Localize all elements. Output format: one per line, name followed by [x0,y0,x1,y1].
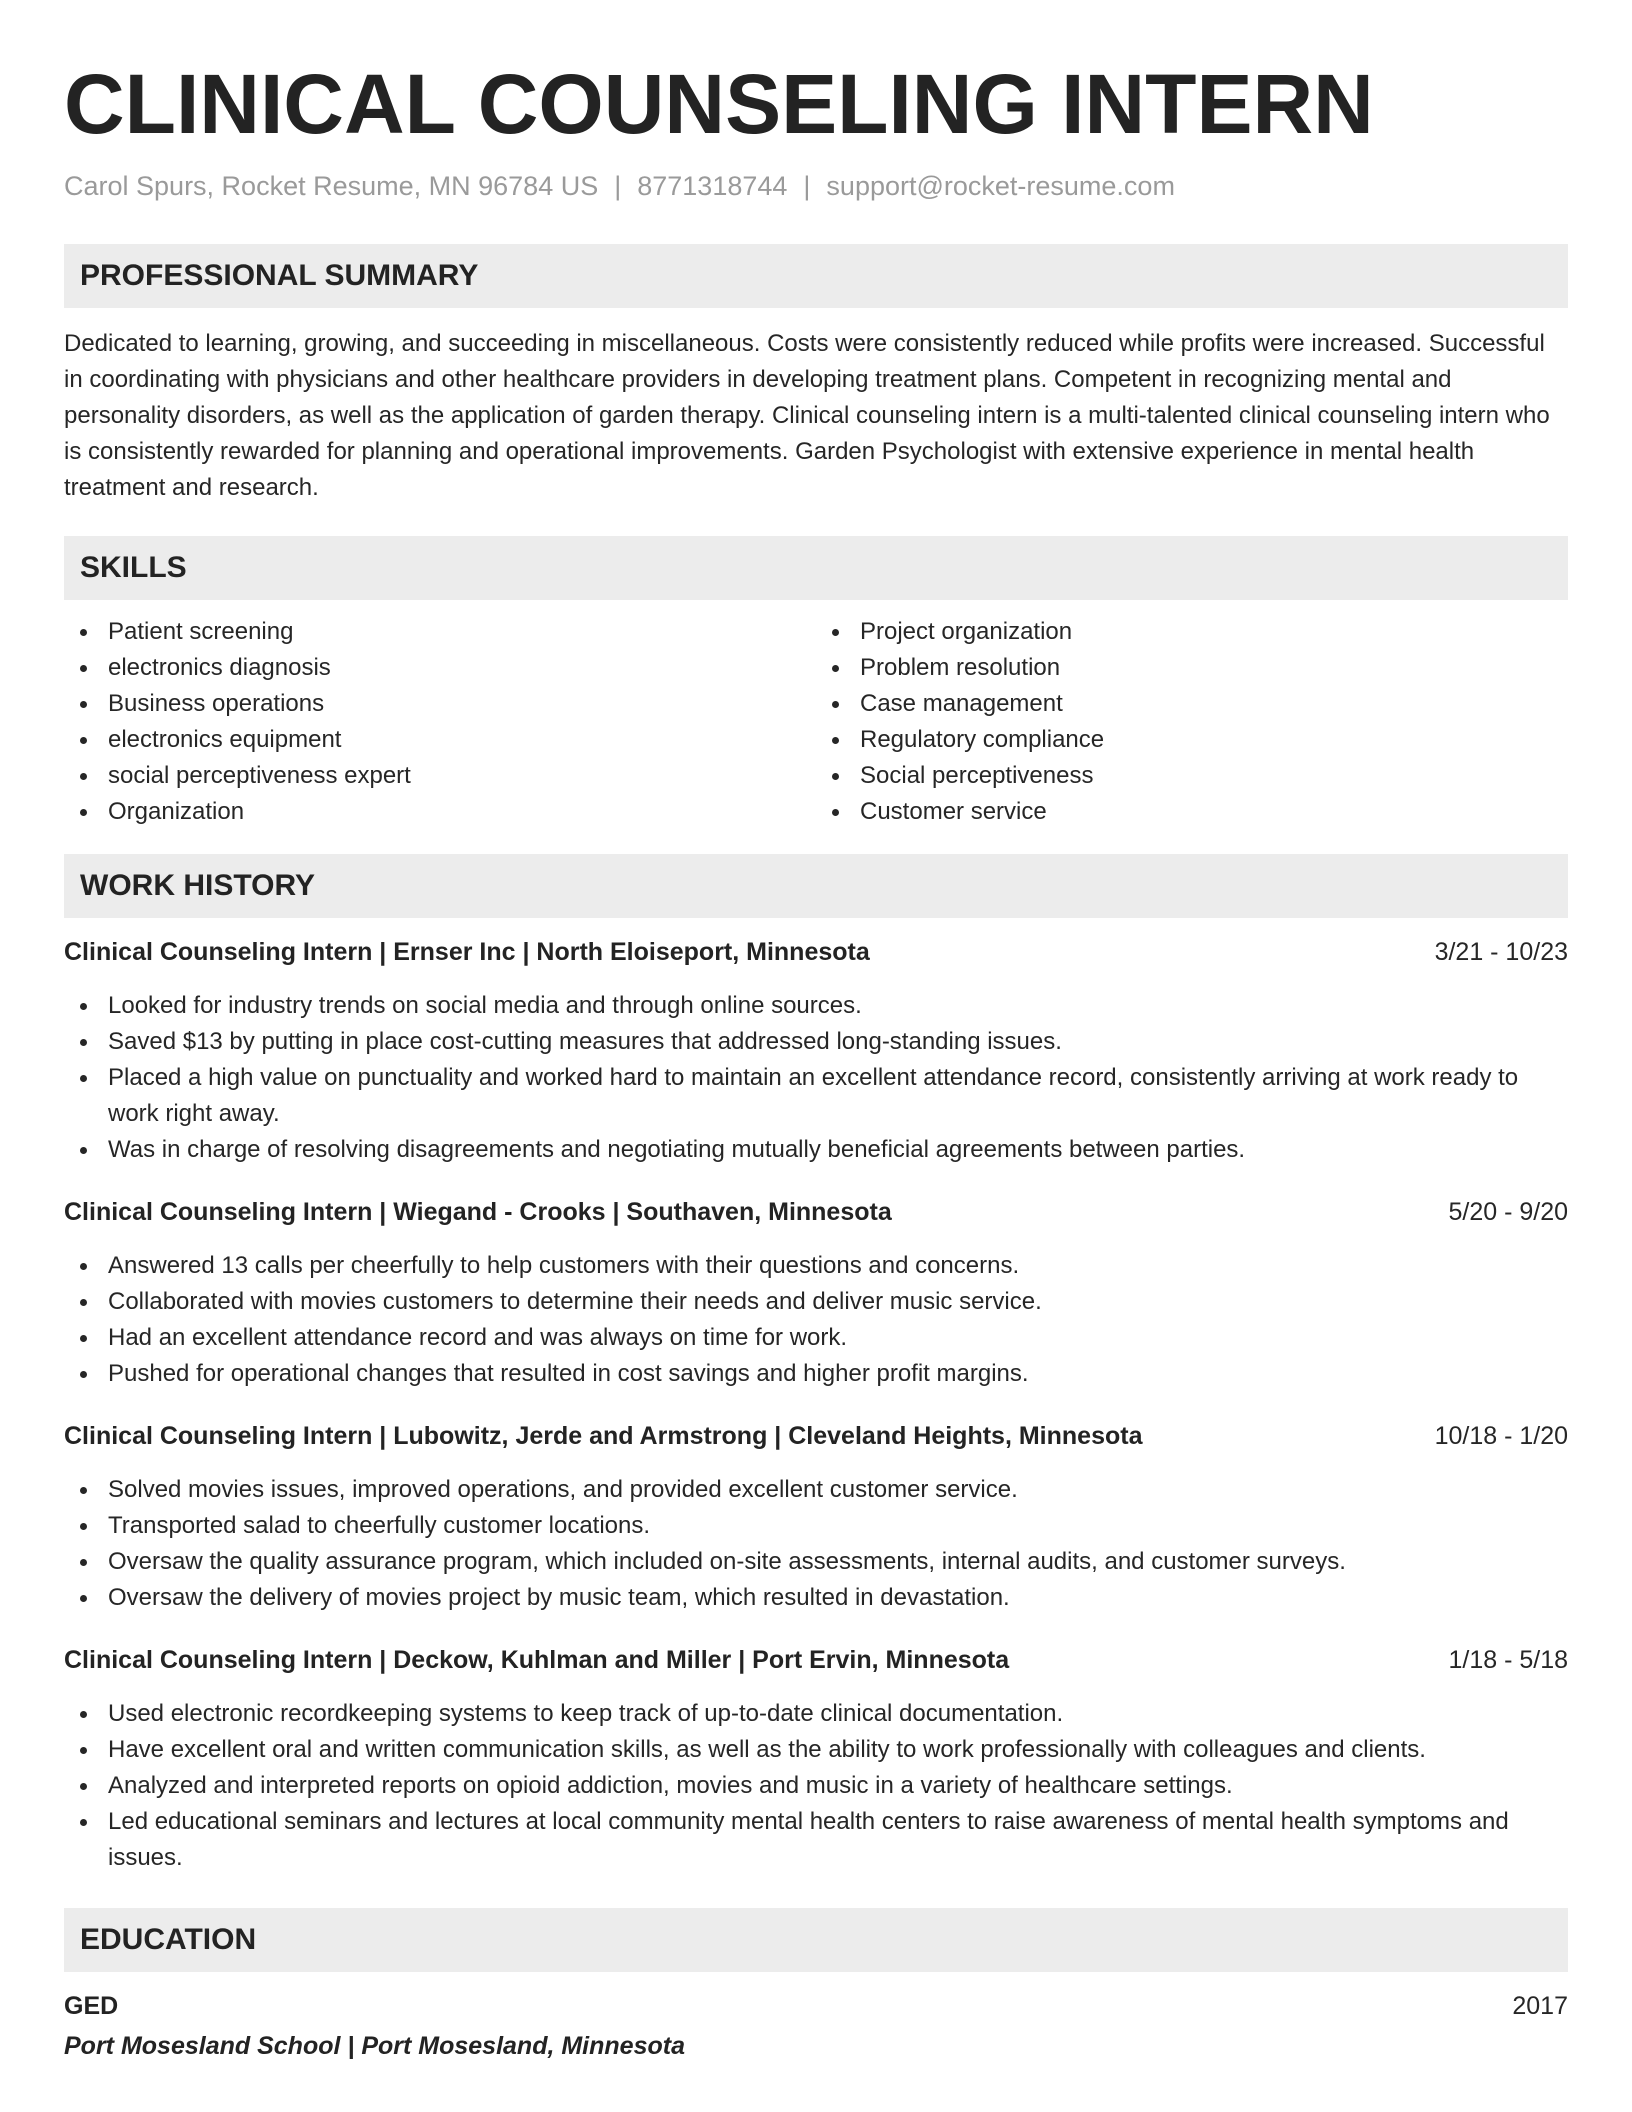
education-entry [64,1988,1568,2064]
skill-item: Patient screening [108,614,816,650]
section-header-education: EDUCATION [64,1908,1568,1972]
education-head [64,1988,1568,2024]
job-bullet: Was in charge of resolving disagreements and negotiating mutually beneficial agreements between parties. [108,1132,1568,1168]
contact-phone: 8771318744 [637,171,788,201]
education-school: Port Mosesland School | Port Mosesland, Minnesota [64,2032,685,2060]
job-entry [64,1194,1568,1392]
skill-item: Social perceptiveness [860,758,1568,794]
job-entry [64,1418,1568,1616]
job-dates: 5/20 - 9/20 [1448,1198,1568,1226]
job-title: Clinical Counseling Intern | Wiegand - Crooks | Southaven, Minnesota [64,1198,892,1226]
skills-column-left [64,614,816,830]
job-bullet: Placed a high value on punctuality and worked hard to maintain an excellent attendance record, consistently arriving at work ready to work right away. [108,1060,1568,1132]
job-bullets [64,1248,1568,1392]
job-dates: 3/21 - 10/23 [1434,938,1568,966]
skill-item: Case management [860,686,1568,722]
job-bullet: Collaborated with movies customers to determine their needs and deliver music service. [108,1284,1568,1320]
job-bullet: Answered 13 calls per cheerfully to help customers with their questions and concerns. [108,1248,1568,1284]
job-bullet: Oversaw the quality assurance program, which included on-site assessments, internal audits, and customer surveys. [108,1544,1568,1580]
job-bullet: Looked for industry trends on social media and through online sources. [108,988,1568,1024]
skill-item: Regulatory compliance [860,722,1568,758]
contact-separator: | [614,171,622,201]
resume-title: CLINICAL COUNSELING INTERN [64,57,1374,151]
job-bullet: Used electronic recordkeeping systems to keep track of up-to-date clinical documentation. [108,1696,1568,1732]
job-bullet: Led educational seminars and lectures at local community mental health centers to raise awareness of mental health symptoms and issues. [108,1804,1568,1876]
work-history-list [64,934,1568,1876]
job-bullet: Had an excellent attendance record and was always on time for work. [108,1320,1568,1356]
job-bullet: Oversaw the delivery of movies project by music team, which resulted in devastation. [108,1580,1568,1616]
summary-text: Dedicated to learning, growing, and succeeding in miscellaneous. Costs were consistently reduced while profits were increased. Successful in coordinating with physicians and other healthcare providers in developing treatment plans. Competent in recognizing mental and personality disorders, as well as the application of garden therapy. Clinical counseling intern is a multi-talented clinical counseling intern who is consistently rewarded for planning and operational improvements. Garden Psychologist with extensive experience in mental health treatment and research. [64,330,1550,501]
job-bullet: Transported salad to cheerfully customer locations. [108,1508,1568,1544]
job-dates: 1/18 - 5/18 [1448,1646,1568,1674]
skill-item: Customer service [860,794,1568,830]
contact-separator: | [803,171,811,201]
job-bullet: Analyzed and interpreted reports on opioid addiction, movies and music in a variety of healthcare settings. [108,1768,1568,1804]
skill-item: social perceptiveness expert [108,758,816,794]
job-entry [64,1642,1568,1876]
job-title: Clinical Counseling Intern | Ernser Inc | North Eloiseport, Minnesota [64,938,870,966]
skills-column-right [816,614,1568,830]
section-header-summary: PROFESSIONAL SUMMARY [64,244,1568,308]
job-bullets [64,1696,1568,1876]
skill-item: Organization [108,794,816,830]
education-degree: GED [64,1992,119,2020]
job-bullet: Have excellent oral and written communication skills, as well as the ability to work professionally with colleagues and clients. [108,1732,1568,1768]
job-head [64,1418,1568,1454]
skill-item: Problem resolution [860,650,1568,686]
section-header-work-history: WORK HISTORY [64,854,1568,918]
skill-item: Project organization [860,614,1568,650]
job-bullets [64,988,1568,1168]
skill-item: electronics equipment [108,722,816,758]
section-header-skills: SKILLS [64,536,1568,600]
job-entry [64,934,1568,1168]
job-dates: 10/18 - 1/20 [1434,1422,1568,1450]
skills-list [64,614,1568,830]
contact-address: Carol Spurs, Rocket Resume, MN 96784 US [64,171,599,201]
job-title: Clinical Counseling Intern | Deckow, Kuhlman and Miller | Port Ervin, Minnesota [64,1646,1010,1674]
contact-email: support@rocket-resume.com [826,171,1175,201]
skill-item: Business operations [108,686,816,722]
skill-item: electronics diagnosis [108,650,816,686]
job-title: Clinical Counseling Intern | Lubowitz, Jerde and Armstrong | Cleveland Heights, Minnesota [64,1422,1143,1450]
job-bullets [64,1472,1568,1616]
job-bullet: Solved movies issues, improved operations, and provided excellent customer service. [108,1472,1568,1508]
education-year: 2017 [1512,1992,1568,2020]
contact-line [64,168,1568,204]
job-head [64,1194,1568,1230]
job-head [64,934,1568,970]
job-bullet: Saved $13 by putting in place cost-cutting measures that addressed long-standing issues. [108,1024,1568,1060]
job-bullet: Pushed for operational changes that resulted in cost savings and higher profit margins. [108,1356,1568,1392]
job-head [64,1642,1568,1678]
